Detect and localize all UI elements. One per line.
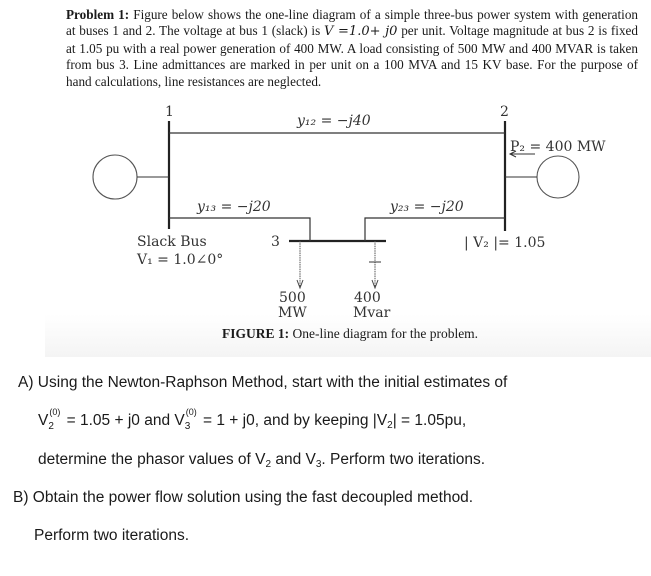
bus-3-label: 3	[271, 234, 280, 250]
question-b-line-2: Perform two iterations.	[34, 527, 190, 544]
question-a-line-1: A) Using the Newton-Raphson Method, start with the initial estimates of	[18, 374, 508, 391]
generator-2-icon	[537, 156, 579, 198]
problem-text-part2: per unit. Voltage magnitude at bus 2 is fixed at 1.05 pu with a real power generation of 400 MW. A load consisting of 500 MW and 400 MVAR is taken from bus 3. Line admittances are marked in per unit on a 100 MVA and 15 KV base. For the purpose of hand calculations, line resistances are neglected.	[66, 23, 638, 89]
slack-bus-label: Slack Bus	[137, 234, 207, 250]
slack-voltage-label: V₁ = 1.0∠0°	[137, 252, 224, 268]
a-line2-tail: | = 1.05pu,	[392, 412, 467, 429]
v2-magnitude-label: | V₂ |= 1.05	[464, 235, 546, 251]
v2-symbol: V	[38, 412, 49, 429]
a-line3-mid: and V	[271, 451, 316, 468]
load-q-value: 400	[354, 290, 381, 306]
v2-mag-subscript: 2	[387, 420, 393, 431]
load-q-unit: Mvar	[353, 305, 391, 321]
a-line3-end: . Perform two iterations.	[321, 451, 486, 468]
v2-subscript: 2	[48, 421, 54, 432]
a-line3-sub2: 2	[265, 459, 272, 470]
figure-caption	[222, 326, 478, 342]
a-line2-end: = 1 + j0, and by keeping |V	[198, 412, 388, 429]
caption-label: FIGURE 1:	[222, 326, 290, 341]
v3-initial-index	[184, 407, 199, 432]
slack-voltage-math: V =1.0+ j0	[324, 24, 398, 40]
question-a-line-3	[38, 451, 485, 470]
problem-heading: Problem 1:	[66, 7, 130, 22]
a-line2-mid: = 1.05 + j0 and V	[62, 412, 185, 429]
a-line3-start: determine the phasor values of V	[38, 451, 266, 468]
bus-1-label: 1	[165, 104, 174, 120]
question-a-line-2	[38, 407, 467, 432]
bus-2-label: 2	[500, 104, 509, 120]
problem-text-part1: Figure below shows the one-line diagram of a simple three-bus power system with generation at buses 1 and 2. The voltage at bus 1 (slack) is	[66, 7, 639, 39]
load-p-value: 500	[279, 290, 306, 306]
caption-text: One-line diagram for the problem.	[289, 326, 479, 341]
y23-label: y₂₃ = −j20	[390, 199, 464, 215]
v3-superscript: (0)	[185, 407, 197, 417]
v2-initial-index	[48, 407, 62, 432]
y12-label: y₁₂ = −j40	[297, 113, 371, 129]
a-line3-sub3: 3	[315, 459, 322, 470]
generator-1-icon	[93, 155, 137, 199]
v2-superscript: (0)	[49, 407, 61, 417]
load-p-unit: MW	[278, 305, 307, 321]
v3-subscript: 3	[184, 421, 191, 432]
y13-label: y₁₃ = −j20	[197, 199, 271, 215]
p2-label: P₂ = 400 MW	[510, 139, 606, 155]
question-b-line-1: B) Obtain the power flow solution using the fast decoupled method.	[13, 489, 474, 506]
